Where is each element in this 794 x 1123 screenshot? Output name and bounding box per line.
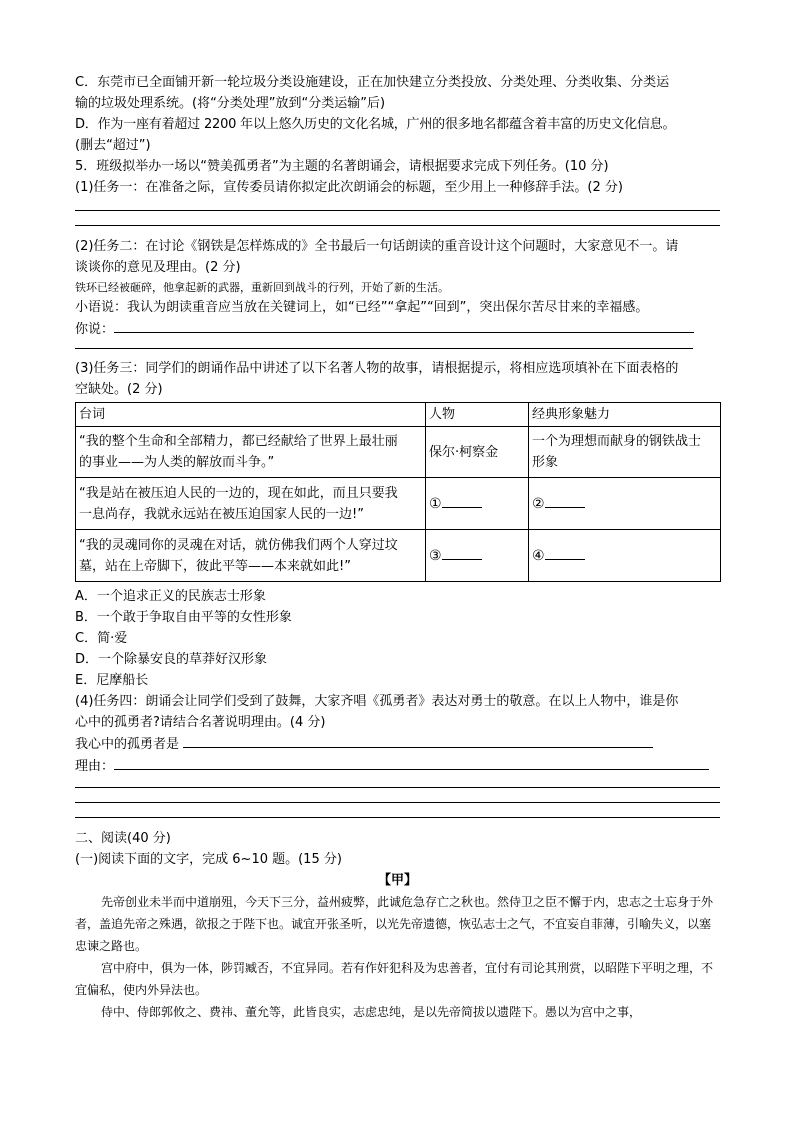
quote-line: “我的整个生命和全部精力，都已经献给了世界上最壮丽 <box>79 434 398 449</box>
table-cell-blank-1[interactable] <box>426 478 529 530</box>
answer-line[interactable] <box>75 225 720 226</box>
task-4-line1: (4)任务四：朗诵会让同学们受到了鼓舞，大家齐唱《孤勇者》表达对勇士的敬意。在以上人物中，谁是你 <box>75 694 679 709</box>
task-4-line2: 心中的孤勇者?请结合名著说明理由。(4 分) <box>75 715 326 730</box>
task-1: (1)任务一：在准备之际，宣传委员请你拟定此次朗诵会的标题，至少用上一种修辞手法。(2 分) <box>75 180 623 195</box>
choice-b: B．一个敢于争取自由平等的女性形象 <box>75 610 292 625</box>
table-cell-quote <box>76 478 426 530</box>
question-5-stem: 5．班级拟举办一场以“赞美孤勇者”为主题的名著朗诵会，请根据要求完成下列任务。(10 分) <box>75 159 609 174</box>
option-d-line2: (删去“超过”) <box>75 138 151 153</box>
task-2-quote: 铁环已经被砸碎，他拿起新的武器，重新回到战斗的行列，开始了新的生活。 <box>75 281 449 294</box>
table-cell-quote <box>76 530 426 582</box>
image-line: 形象 <box>532 455 559 470</box>
passage-jia-para-2: 宫中府中，俱为一体，陟罚臧否，不宜异同。若有作奸犯科及为忠善者，宜付有司论其刑赏，以昭陛下平明之理，不宜偏私，使内外异法也。 <box>75 961 714 997</box>
task-2-you <box>75 318 720 340</box>
quote-line: 墓，站在上帝脚下，彼此平等——本来就如此!” <box>79 558 351 574</box>
option-d-line1: D．作为一座有着超过 2200 年以上悠久历史的文化名城，广州的很多地名都蕴含着丰富的历史文化信息。 <box>75 117 676 132</box>
task-4-reason <box>75 755 720 777</box>
quote-line: 的事业——为人类的解放而斗争。” <box>79 455 275 470</box>
answer-line[interactable] <box>75 802 720 803</box>
choice-d: D．一个除暴安良的草莽好汉形象 <box>75 652 268 667</box>
task-4-hero <box>75 733 720 755</box>
answer-line[interactable] <box>75 817 720 818</box>
answer-blank[interactable] <box>442 545 482 560</box>
answer-line[interactable] <box>75 348 693 349</box>
passage-jia-title: 【甲】 <box>377 873 417 888</box>
blank-marker-2: ② <box>532 495 545 512</box>
section-2-title: 二、阅读(40 分) <box>75 831 171 846</box>
choice-c: C．简·爱 <box>75 631 128 646</box>
choice-a: A．一个追求正义的民族志士形象 <box>75 589 266 604</box>
task-2-line1: (2)任务二：在讨论《钢铁是怎样炼成的》全书最后一句话朗读的重音设计这个问题时，大家意见不一。请 <box>75 239 679 254</box>
quote-line: 一息尚存，我就永远站在被压迫国家人民的一边!” <box>79 506 364 522</box>
table-cell-image <box>529 427 721 478</box>
section-2-subtitle: (一)阅读下面的文字，完成 6~10 题。(15 分) <box>75 852 342 867</box>
task-2-you-label: 你说： <box>75 322 115 337</box>
choice-e: E．尼摩船长 <box>75 673 149 688</box>
passage-jia-para-1: 先帝创业未半而中道崩殂，今天下三分，益州疲弊，此诚危急存亡之秋也。然侍卫之臣不懈于内，忠志之士忘身于外者，盖追先帝之殊遇，欲报之于陛下也。诚宜开张圣听，以光先帝遗德，恢弘志士之气，不宜妄自菲薄，引喻失义，以塞忠谏之路也。 <box>75 895 714 953</box>
quote-line: “我是站在被压迫人民的一边的，现在如此，而且只要我 <box>79 485 398 501</box>
blank-marker-4: ④ <box>532 547 545 564</box>
table-cell-blank-4[interactable] <box>529 530 721 582</box>
table-header-image: 经典形象魅力 <box>529 403 721 427</box>
table-row <box>76 530 721 582</box>
table-header-quote: 台词 <box>76 403 426 427</box>
table-cell-blank-2[interactable] <box>529 478 721 530</box>
table-cell-quote <box>76 427 426 478</box>
blank-marker-3: ③ <box>429 547 442 564</box>
answer-blank[interactable] <box>442 493 482 508</box>
image-line: 一个为理想而献身的钢铁战士 <box>532 434 702 449</box>
answer-blank[interactable] <box>545 545 585 560</box>
character-table <box>75 402 721 582</box>
table-row <box>76 478 721 530</box>
quote-line: “我的灵魂同你的灵魂在对话，就仿佛我们两个人穿过坟 <box>79 537 398 553</box>
answer-line[interactable] <box>75 210 720 211</box>
passage-jia-para-3: 侍中、侍郎郭攸之、费祎、董允等，此皆良实，志虑忠纯，是以先帝简拔以遗陛下。愚以为宫中之事， <box>101 1005 642 1019</box>
option-c-line1: C．东莞市已全面铺开新一轮垃圾分类设施建设，正在加快建立分类投放、分类处理、分类收集、分类运 <box>75 75 670 90</box>
option-c-line2: 输的垃圾处理系统。(将“分类处理”放到“分类运输”后) <box>75 96 386 111</box>
table-cell-person: 保尔·柯察金 <box>426 427 529 478</box>
answer-line[interactable] <box>183 733 653 748</box>
blank-marker-1: ① <box>429 495 442 512</box>
answer-line[interactable] <box>114 318 694 333</box>
answer-line[interactable] <box>75 787 720 788</box>
exam-page <box>75 72 720 1023</box>
answer-blank[interactable] <box>545 493 585 508</box>
answer-line[interactable] <box>114 755 709 770</box>
task-2-line2: 谈谈你的意见及理由。(2 分) <box>75 260 241 275</box>
table-cell-blank-3[interactable] <box>426 530 529 582</box>
task-4-hero-label: 我心中的孤勇者是 <box>75 737 180 752</box>
task-2-xiaoyu: 小语说：我认为朗读重音应当放在关键词上，如“已经”“拿起”“回到”，突出保尔苦尽甘来的幸福感。 <box>75 300 649 315</box>
table-header-row <box>76 403 721 427</box>
task-3-line1: (3)任务三：同学们的朗诵作品中讲述了以下名著人物的故事，请根据提示，将相应选项填补在下面表格的 <box>75 361 679 376</box>
task-4-reason-label: 理由： <box>75 759 115 774</box>
table-header-person: 人物 <box>426 403 529 427</box>
table-row <box>76 427 721 478</box>
task-3-line2: 空缺处。(2 分) <box>75 382 163 397</box>
